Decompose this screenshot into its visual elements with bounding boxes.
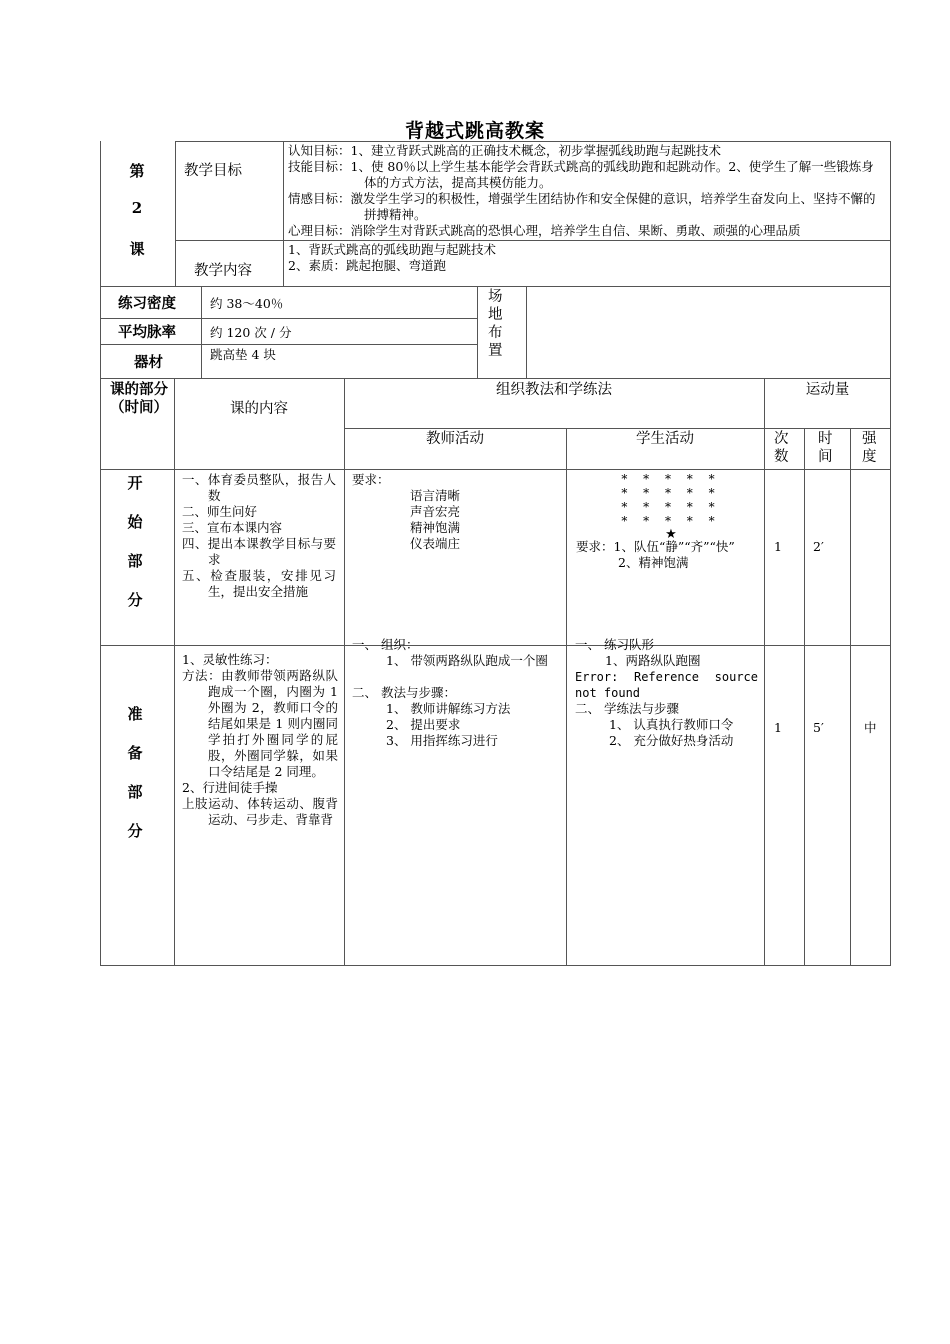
student-step: 2、 充分做好热身活动	[609, 733, 734, 748]
start-content	[182, 472, 336, 600]
equipment-value: 跳高垫 4 块	[210, 347, 276, 362]
cognitive-objective: 认知目标：1、建立背跃式跳高的正确技术概念，初步掌握弧线助跑与起跳技术	[288, 143, 721, 158]
content-line: 方法：由教师带领两路纵队跑成一个圈，内圈为 1 外圈为 2，教师口令的结尾如果是 1 则内圈同学拍打外圈同学的屁股，外圈同学躲，如果口令结尾是 2 同理。	[182, 668, 338, 779]
teacher-requirement: 仪表端庄	[410, 536, 461, 551]
formation-row: * * * * *	[621, 472, 721, 486]
pulse-label: 平均脉率	[118, 324, 176, 341]
content-line: 四、提出本课教学目标与要求	[182, 536, 336, 567]
teacher-requirement: 精神饱满	[410, 520, 461, 535]
formation-row: * * * * *	[621, 514, 721, 528]
content-line: 2、行进间徒手操	[182, 780, 278, 795]
start-times: 1	[774, 539, 782, 554]
content-line: 二、师生问好	[182, 504, 258, 519]
formation-diagram	[596, 472, 746, 542]
formation-row: * * * * *	[621, 500, 721, 514]
teacher-requirement-head: 要求：	[352, 472, 390, 487]
header-intensity: 强度	[862, 431, 877, 465]
pulse-value: 约 120 次 / 分	[210, 325, 292, 340]
density-value: 约 38～40％	[210, 296, 284, 311]
header-method: 组织教法和学练法	[496, 382, 612, 398]
section-char: 部	[127, 783, 143, 801]
warmup-duration: 5′	[813, 720, 824, 735]
objectives-text	[288, 143, 886, 239]
teacher-requirement: 声音宏亮	[410, 504, 461, 519]
teacher-step: 二、 教法与步骤：	[352, 685, 456, 700]
start-duration: 2′	[813, 539, 824, 554]
header-part: 课的部分（时间）	[110, 381, 168, 416]
section-char: 部	[127, 552, 143, 570]
student-step: 1、 认真执行教师口令	[609, 717, 734, 732]
content-label: 教学内容	[194, 263, 252, 279]
lesson-number: 2	[131, 199, 143, 217]
lesson-char: 课	[129, 240, 145, 258]
header-load: 运动量	[805, 382, 850, 398]
section-char: 准	[127, 705, 143, 723]
section-char: 分	[127, 591, 143, 609]
warmup-intensity: 中	[864, 720, 877, 735]
content-item: 2、素质：跳起抱腿、弯道跑	[288, 258, 446, 273]
psych-objective: 心理目标：消除学生对背跃式跳高的恐惧心理，培养学生自信、果断、勇敢、顽强的心理品质	[288, 223, 801, 238]
header-content: 课的内容	[230, 401, 288, 417]
venue-char: 场	[488, 289, 503, 305]
header-times: 次数	[774, 431, 789, 465]
content-line: 1、灵敏性练习：	[182, 652, 278, 667]
section-char: 分	[127, 822, 143, 840]
teacher-requirement: 语言清晰	[410, 488, 461, 503]
venue-char: 地	[488, 307, 503, 323]
content-line: 五、检查服装，安排见习生，提出安全措施	[182, 568, 336, 599]
warmup-teacher	[352, 653, 560, 749]
student-requirement-1: 要求：1、队伍“静”“齐”“快”	[576, 539, 735, 554]
student-step: 二、 学练法与步骤	[575, 701, 679, 716]
warmup-content	[182, 652, 338, 828]
content-line: 一、体育委员整队，报告人数	[182, 472, 336, 503]
warmup-student	[575, 637, 758, 749]
venue-char: 布	[488, 325, 503, 341]
content-item: 1、背跃式跳高的弧线助跑与起跳技术	[288, 242, 496, 257]
warmup-times: 1	[774, 720, 782, 735]
teacher-organize-heading: 一、 组织：	[352, 637, 419, 652]
teacher-star-icon: ★	[665, 527, 677, 542]
student-error-text: Error: Reference source not found	[575, 670, 758, 700]
teacher-step: 3、 用指挥练习进行	[386, 733, 498, 748]
venue-label	[488, 288, 508, 360]
header-duration: 时间	[818, 431, 833, 465]
header-student: 学生活动	[636, 431, 694, 447]
teacher-step: 2、 提出要求	[386, 717, 461, 732]
formation-row: * * * * *	[621, 486, 721, 500]
teacher-step: 1、 带领两路纵队跑成一个圈	[386, 653, 548, 668]
student-step: 一、 练习队形	[575, 637, 654, 652]
content-line: 三、宣布本课内容	[182, 520, 283, 535]
lesson-char: 第	[129, 162, 145, 180]
venue-char: 置	[488, 343, 503, 359]
student-step: 1、两路纵队跑圈	[605, 653, 701, 668]
student-requirement-2: 2、精神饱满	[618, 555, 689, 570]
student-requirement	[576, 539, 756, 571]
header-teacher: 教师活动	[426, 431, 484, 447]
content-line: 上肢运动、体转运动、腹背运动、弓步走、背靠背	[182, 796, 338, 827]
start-teacher	[352, 472, 560, 552]
equipment-label: 器材	[134, 354, 163, 371]
objectives-label: 教学目标	[184, 163, 242, 179]
teacher-step: 1、 教师讲解练习方法	[386, 701, 511, 716]
page-title: 背越式跳高教案	[404, 120, 545, 142]
section-char: 开	[127, 474, 143, 492]
section-char: 始	[127, 513, 143, 531]
skill-objective: 技能目标：1、使 80％以上学生基本能学会背跃式跳高的弧线助跑和起跳动作。2、使学生了解一些锻炼身体的方式方法，提高其模仿能力。	[288, 159, 874, 190]
section-char: 备	[127, 744, 143, 762]
emotion-objective: 情感目标：激发学生学习的积极性，增强学生团结协作和安全保健的意识，培养学生奋发向上、坚持不懈的拼搏精神。	[288, 191, 876, 222]
content-text	[288, 242, 886, 274]
density-label: 练习密度	[118, 295, 176, 312]
